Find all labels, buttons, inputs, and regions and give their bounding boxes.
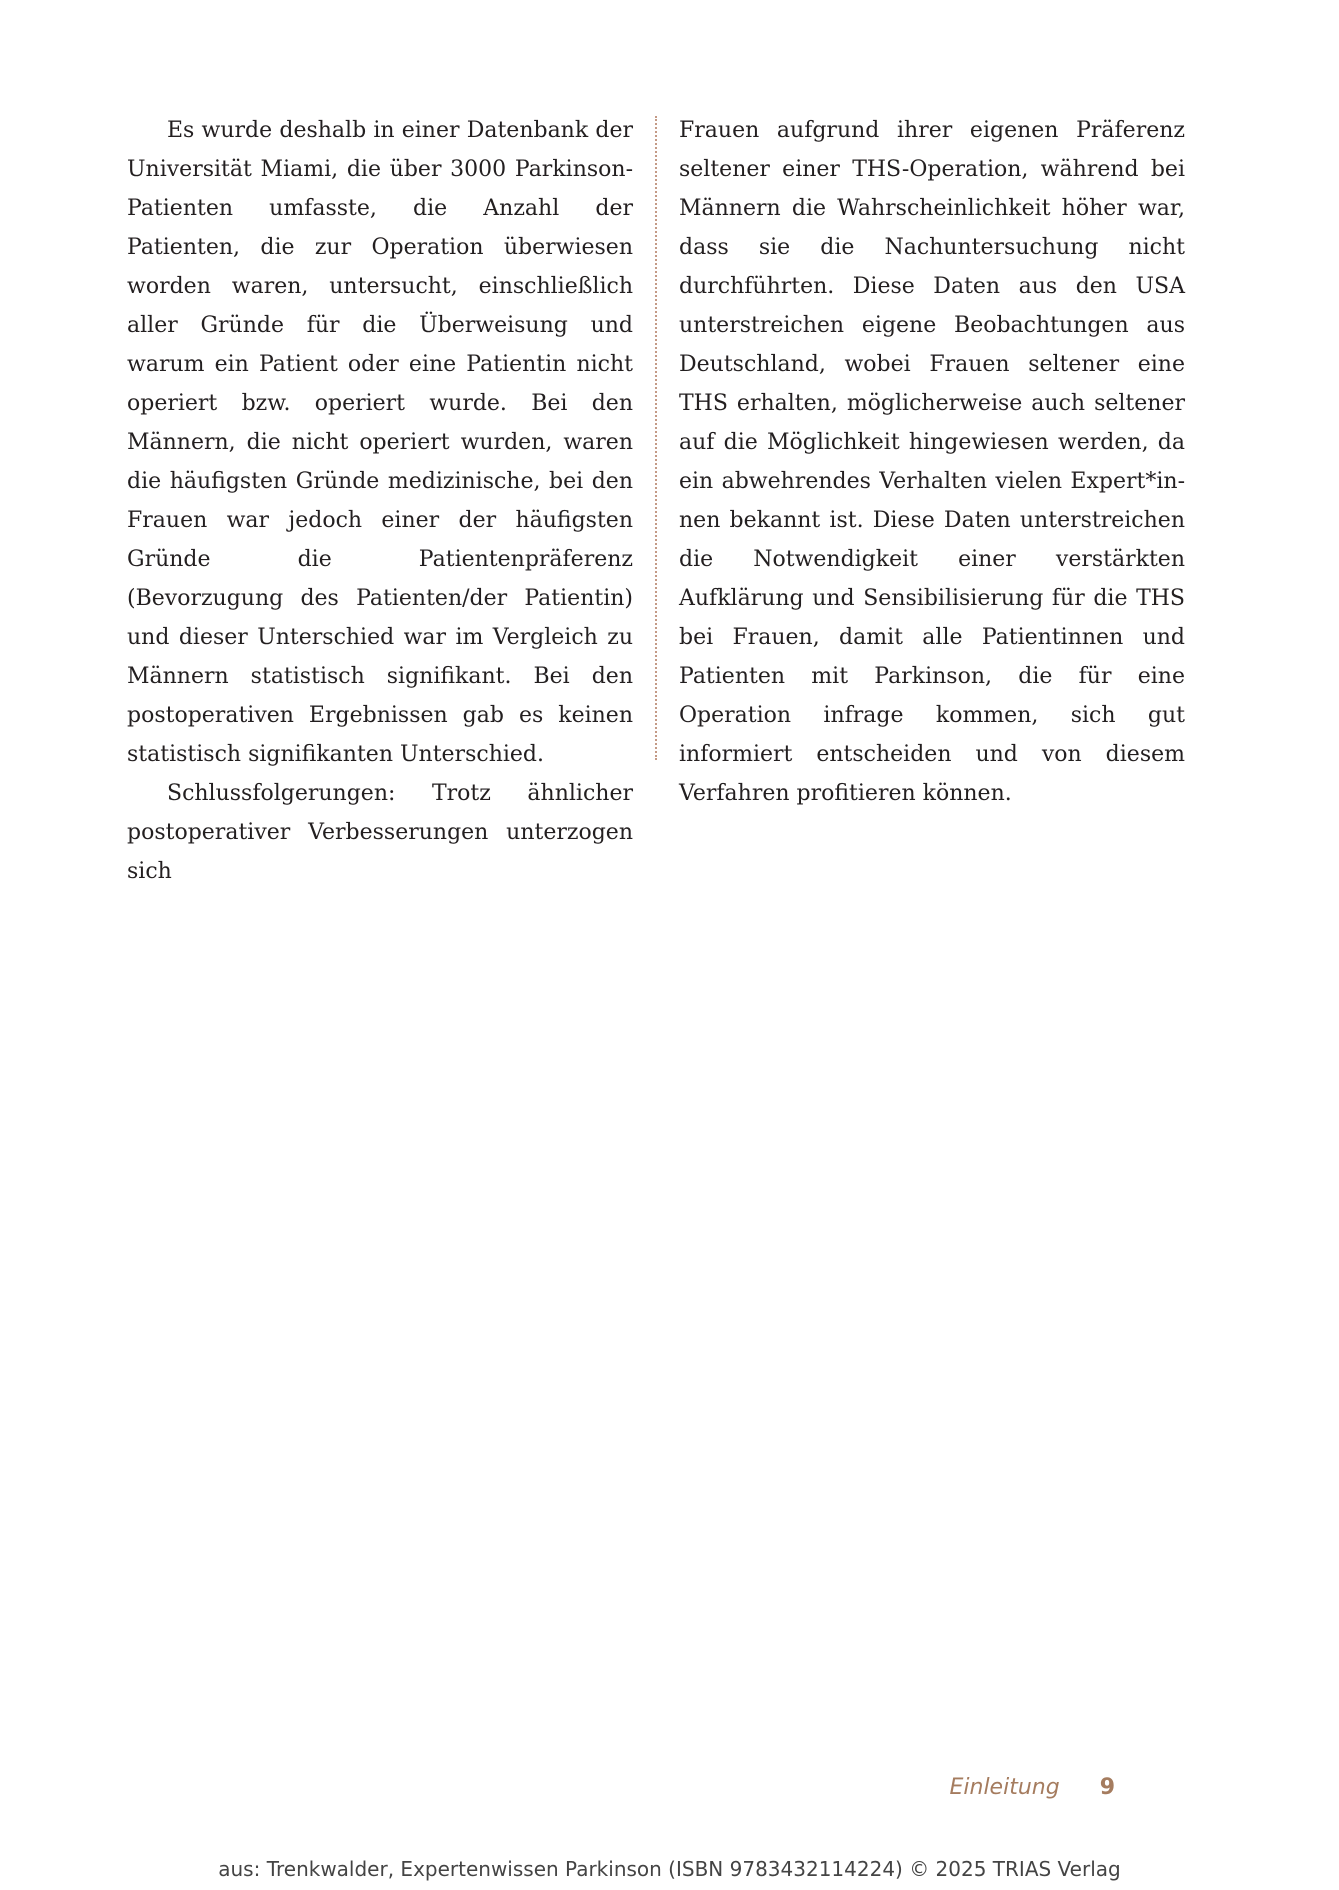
running-section-title: Einleitung [949, 1775, 1060, 1800]
text-column-right [679, 111, 1185, 813]
page-number: 9 [1099, 1775, 1115, 1800]
source-credit: aus: Trenkwalder, Expertenwissen Parkinson (ISBN 9783432114224) © 2025 TRIAS Verlag [218, 1857, 1121, 1881]
body-paragraph: Schlussfolgerungen: Trotz ähnlicher postoperativer Verbesserungen unterzogen sich [127, 781, 633, 884]
column-divider [655, 116, 657, 760]
body-paragraph: Es wurde deshalb in einer Datenbank der Universität Miami, die über 3000 Parkinson-Patienten umfasste, die Anzahl der Patienten, die zur Operation überwiesen worden waren, untersucht, einschließlich aller Gründe für die Überweisung und warum ein Patient oder eine Patientin nicht operiert bzw. operiert wurde. Bei den Männern, die nicht operiert wurden, waren die häufigsten Gründe medizinische, bei den Frauen war jedoch einer der häufigsten Gründe die Patientenpräferenz (Bevorzugung des Patienten/der Patientin) und dieser Unterschied war im Vergleich zu Männern statistisch signifikant. Bei den postoperativen Ergebnissen gab es keinen statistisch signifikanten Unterschied. [127, 118, 633, 767]
body-paragraph: Frauen aufgrund ihrer eigenen Präferenz seltener einer THS-Operation, während bei Männern die Wahrscheinlichkeit höher war, dass sie die Nachuntersuchung nicht durchführten. Diese Daten aus den USA unterstreichen eigene Beobachtungen aus Deutschland, wobei Frauen seltener eine THS erhalten, möglicherweise auch seltener auf die Möglichkeit hingewiesen werden, da ein abwehrendes Verhalten vielen Expert*innen bekannt ist. Diese Daten unterstreichen die Notwendigkeit einer verstärkten Aufklärung und Sensibilisierung für die THS bei Frauen, damit alle Patientinnen und Patienten mit Parkinson, die für eine Operation infrage kommen, sich gut informiert entscheiden und von diesem Verfahren profitieren können. [679, 118, 1185, 806]
text-column-left [127, 111, 633, 891]
page-footer [949, 1775, 1115, 1800]
